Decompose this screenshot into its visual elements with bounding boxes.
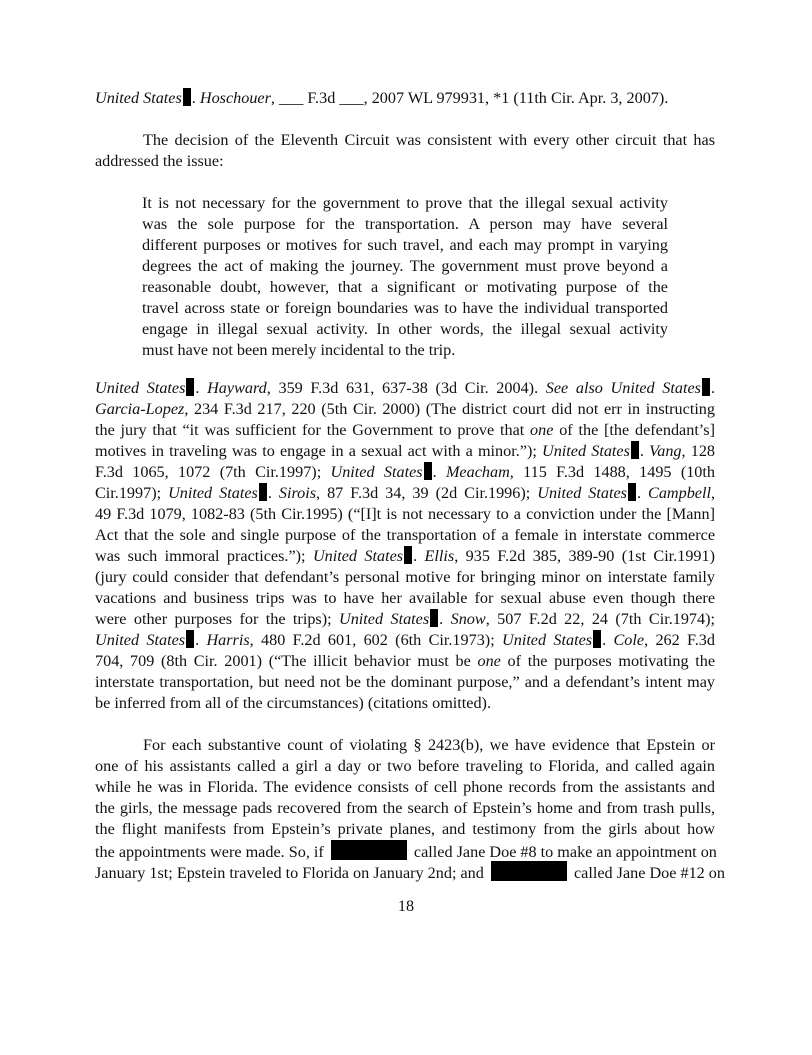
text-run: interstate transportation, but need not be the dominant purpose,” and a defendant’s intent may [95,673,715,691]
text-run: . [432,463,446,481]
text-run: , 507 F.2d 22, 24 (7th Cir.1974); [485,610,716,628]
text-run: . [439,610,451,628]
text-run: the jury that “it was sufficient for the Government to prove that [95,421,531,439]
paragraph-line [95,798,715,818]
text-run: . [710,379,715,397]
citation-hoschouer [95,88,715,108]
italic-text: United States [502,631,593,649]
text-run: was the sole purpose for the transportation. A person may have several [142,215,668,233]
text-run: . [636,484,649,502]
citation-line [95,483,715,503]
citation-line [95,588,715,608]
italic-text: one [530,421,554,439]
text-run: . [267,484,279,502]
text-run: , 262 F.3d [644,631,715,649]
italic-text: Meacham [445,463,510,481]
block-quote-line [142,298,668,318]
italic-text: Harris [206,631,250,649]
text-run: Cir.1997); [95,484,169,502]
text-run: the flight manifests from Epstein’s private planes, and testimony from the girls about how [95,820,715,838]
redaction-box-small [404,546,412,564]
text-run: were other purposes for the trips); [95,610,340,628]
redaction-box-name [491,861,567,881]
italic-text: Ellis [424,547,455,565]
redaction-box-small [186,378,194,396]
redaction-box-small [702,378,710,396]
redaction-box-small [430,609,438,627]
citation-line [95,504,715,524]
citation-line [95,651,715,671]
text-run: engage in illegal sexual activity. In other words, the illegal sexual activity [142,320,668,338]
text-run: 49 F.3d 1079, 1082-83 (5th Cir.1995) (“[I]t is not necessary to a conviction under the [Mann] [95,505,715,523]
italic-text: United States [339,610,430,628]
citation-line [95,462,715,482]
text-run: . [195,379,208,397]
block-quote-line [142,340,668,360]
text-run: travel across state or foreign boundaries was to have the individual transported [142,299,668,317]
italic-text: Campbell [648,484,711,502]
page-number: 18 [397,897,415,915]
italic-text: Hoschouer [199,89,271,107]
text-run: the appointments were made. So, if [95,843,328,861]
text-run: , 935 F.2d 385, 389-90 (1st Cir.1991) [454,547,715,565]
text-run: degrees the act of making the journey. The government must prove beyond a [142,257,668,275]
paragraph-line [143,735,715,755]
italic-text: United States [95,631,186,649]
redaction-box-small [631,441,639,459]
text-run: , [710,484,716,502]
italic-text: United States [542,442,630,460]
text-run: 704, 709 (8th Cir. 2001) (“The illicit behavior must be [95,652,478,670]
redaction-box-small [424,462,432,480]
citation-line [95,546,715,566]
text-run: For each substantive count of violating § 2423(b), we have evidence that Epstein or [143,736,715,754]
redaction-box-small [628,483,636,501]
text-run: . [602,631,614,649]
text-run: must have not been merely incidental to the trip. [142,341,456,359]
italic-text: Cole [613,631,645,649]
text-run: . [413,547,425,565]
text-run: while he was in Florida. The evidence consists of cell phone records from the assistants and [95,778,715,796]
text-run: addressed the issue: [95,152,224,170]
paragraph-line [143,130,715,150]
italic-text: United States [330,463,423,481]
text-run: reasonable doubt, however, that a significant or motivating purpose of the [142,278,668,296]
text-run: different purposes or motives for such travel, and each may prompt in varying [142,236,668,254]
text-run: It is not necessary for the government to prove that the illegal sexual activity [142,194,668,212]
text-run: Act that the sole and single purpose of the transportation of a female in interstate commerce [95,526,715,544]
paragraph-line [95,151,715,171]
redaction-box-small [259,483,267,501]
italic-text: United States [95,89,182,107]
text-run: one of his assistants called a girl a day or two before traveling to Florida, and called again [95,757,715,775]
text-run: called Jane Doe #12 on [569,864,725,882]
text-run: , ___ F.3d ___, 2007 WL 979931, *1 (11th Cir. Apr. 3, 2007). [270,89,669,107]
paragraph-line [95,840,715,862]
text-run: , 234 F.3d 217, 220 (5th Cir. 2000) (The district court did not err in instructing [184,400,715,418]
italic-text: Sirois [278,484,317,502]
text-run: vacations and business trips was to have her available for sexual abuse even though there [95,589,715,607]
italic-text: United States [537,484,627,502]
text-run: (jury could consider that defendant’s personal motive for bringing minor on interstate family [95,568,715,586]
text-run: . [639,442,650,460]
citation-line [95,420,715,440]
italic-text: Hayward, [207,379,271,397]
text-run: F.3d 1065, 1072 (7th Cir.1997); [95,463,331,481]
block-quote-line [142,256,668,276]
block-quote-line [142,277,668,297]
text-run: , 128 [681,442,716,460]
italic-text: Garcia-Lopez [95,400,185,418]
text-run: motives in traveling was to engage in a sexual act with a minor.”); [95,442,543,460]
paragraph-line [95,819,715,839]
paragraph-line [95,756,715,776]
redaction-box-small [183,88,191,106]
text-run: the girls, the message pads recovered from the search of Epstein’s home and from trash pulls, [95,799,715,817]
citation-line [95,609,715,629]
citation-line [95,525,715,545]
citation-line [95,378,715,398]
block-quote-line [142,193,668,213]
block-quote-line [142,235,668,255]
paragraph-line [95,861,725,883]
citation-line [95,399,715,419]
text-run: The decision of the Eleventh Circuit was consistent with every other circuit that has [143,131,715,149]
text-run: of the [the defendant’s] [553,421,715,439]
text-run: , 480 F.2d 601, 602 (6th Cir.1973); [249,631,503,649]
italic-text: United States [168,484,258,502]
italic-text: Vang [649,442,682,460]
block-quote-line [142,319,668,339]
text-run: . [191,89,200,107]
redaction-box-small [186,630,194,648]
citation-line [95,630,715,650]
text-run: January 1st; Epstein traveled to Florida on January 2nd; and [95,864,488,882]
italic-text: See also United States [545,379,701,397]
text-run: , 115 F.3d 1488, 1495 (10th [509,463,715,481]
citation-line [95,567,715,587]
paragraph-line [95,777,715,797]
block-quote-line [142,214,668,234]
citation-line [95,441,715,461]
text-run: called Jane Doe #8 to make an appointment on [409,843,717,861]
text-run: , 87 F.3d 34, 39 (2d Cir.1996); [316,484,538,502]
italic-text: one [477,652,501,670]
italic-text: United States [312,547,404,565]
redaction-box-small [593,630,601,648]
text-run: be inferred from all of the circumstances) (citations omitted). [95,694,491,712]
redaction-box-name [331,840,407,860]
text-run: was such immoral practices.”); [95,547,313,565]
italic-text: United States [95,379,186,397]
text-run: of the purposes motivating the [500,652,716,670]
citation-line [95,672,715,692]
text-run: . [195,631,207,649]
citation-line [95,693,715,713]
italic-text: Snow [450,610,486,628]
text-run: 359 F.3d 631, 637-38 (3d Cir. 2004). [270,379,546,397]
